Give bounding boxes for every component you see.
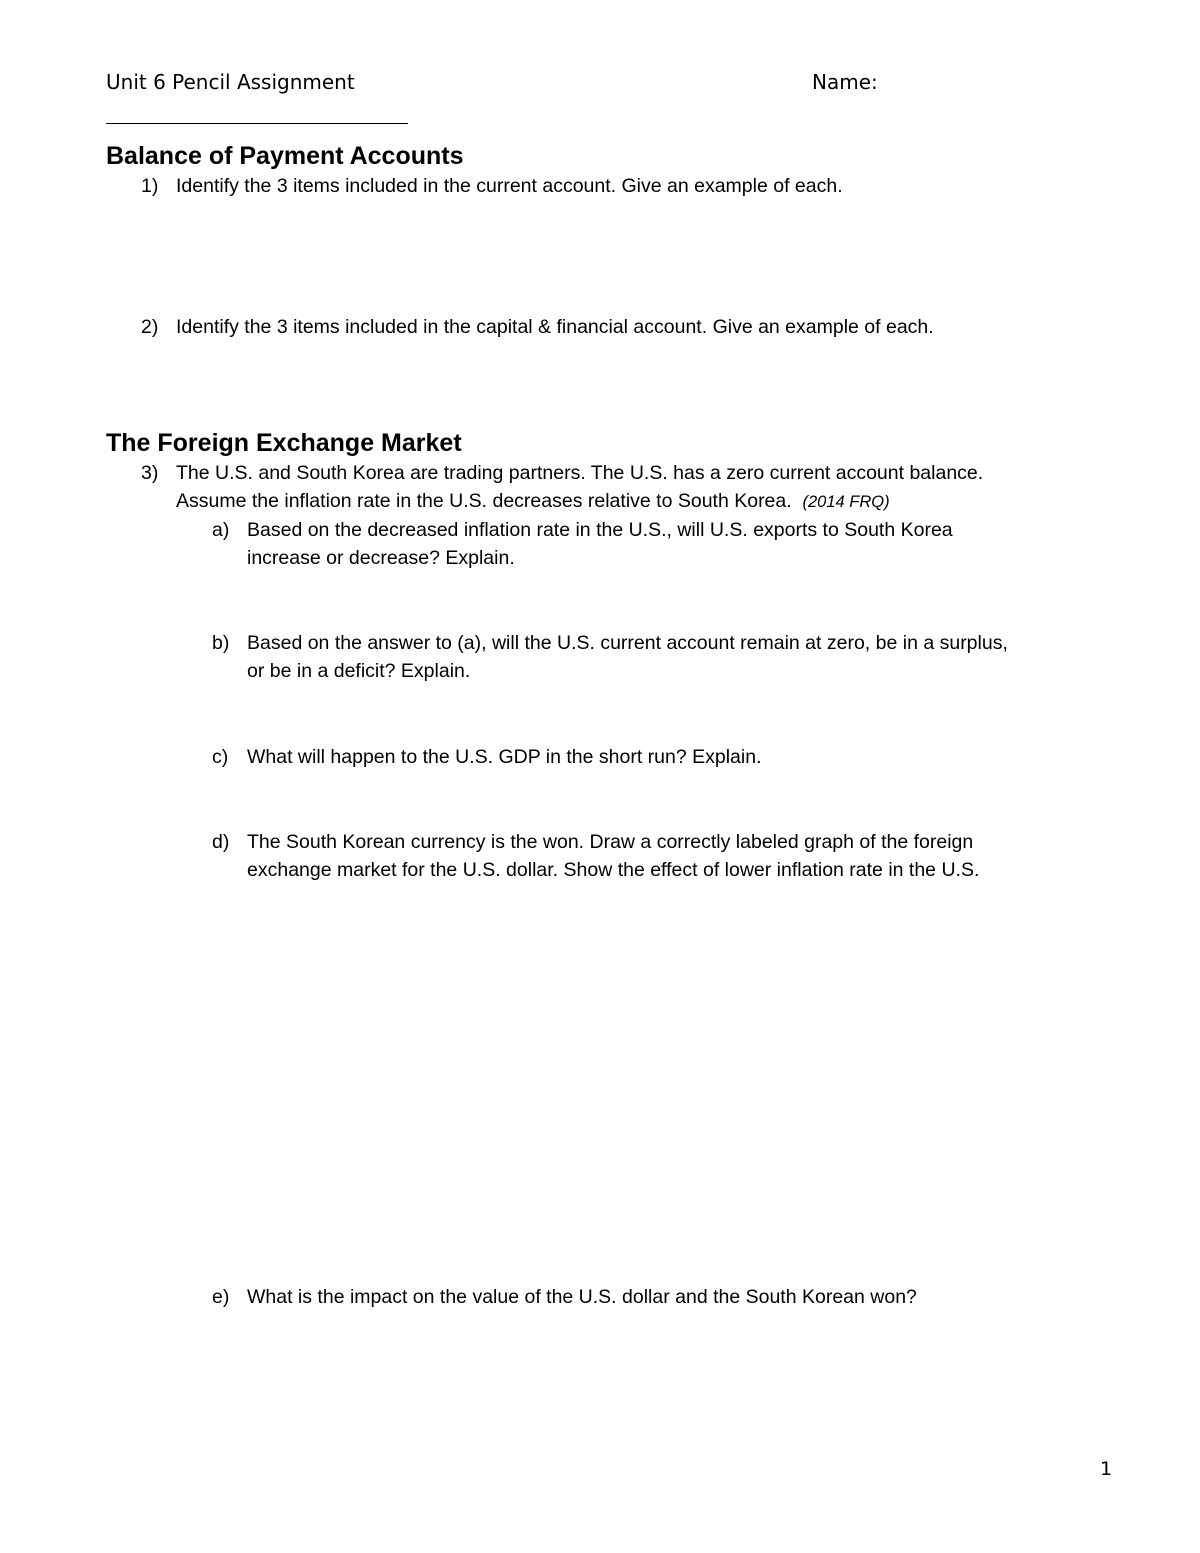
part-b-line-1: Based on the answer to (a), will the U.S. current account remain at zero, be in a surplus, xyxy=(247,632,1008,654)
part-c-line-1: What will happen to the U.S. GDP in the short run? Explain. xyxy=(247,746,762,768)
part-e-line-1: What is the impact on the value of the U.S. dollar and the South Korean won? xyxy=(247,1286,917,1308)
name-label: Name: xyxy=(812,70,878,94)
question-3-line-2-text: Assume the inflation rate in the U.S. decreases relative to South Korea. xyxy=(176,490,792,512)
part-a-line-1: Based on the decreased inflation rate in the U.S., will U.S. exports to South Korea xyxy=(247,519,953,541)
part-letter: a) xyxy=(212,519,230,541)
question-2-text: Identify the 3 items included in the capital & financial account. Give an example of each. xyxy=(176,316,934,338)
question-number: 2) xyxy=(141,316,159,338)
part-b-line-2: or be in a deficit? Explain. xyxy=(247,660,471,682)
question-number: 3) xyxy=(141,462,159,484)
part-letter: b) xyxy=(212,632,230,654)
part-letter: e) xyxy=(212,1286,230,1308)
section-heading-balance-of-payments: Balance of Payment Accounts xyxy=(106,142,464,170)
part-letter: d) xyxy=(212,831,230,853)
section-heading-foreign-exchange: The Foreign Exchange Market xyxy=(106,429,462,457)
question-3-line-1: The U.S. and South Korea are trading partners. The U.S. has a zero current account balance. xyxy=(176,462,984,484)
name-blank-line xyxy=(106,123,408,124)
question-1-text: Identify the 3 items included in the current account. Give an example of each. xyxy=(176,175,843,197)
assignment-title: Unit 6 Pencil Assignment xyxy=(106,70,355,94)
question-3-line-2 xyxy=(176,490,890,513)
page-number: 1 xyxy=(1100,1458,1113,1480)
frq-citation: (2014 FRQ) xyxy=(802,493,890,511)
question-number: 1) xyxy=(141,175,159,197)
part-d-line-2: exchange market for the U.S. dollar. Show the effect of lower inflation rate in the U.S. xyxy=(247,859,980,881)
part-letter: c) xyxy=(212,746,229,768)
part-a-line-2: increase or decrease? Explain. xyxy=(247,547,515,569)
part-d-line-1: The South Korean currency is the won. Draw a correctly labeled graph of the foreign xyxy=(247,831,974,853)
